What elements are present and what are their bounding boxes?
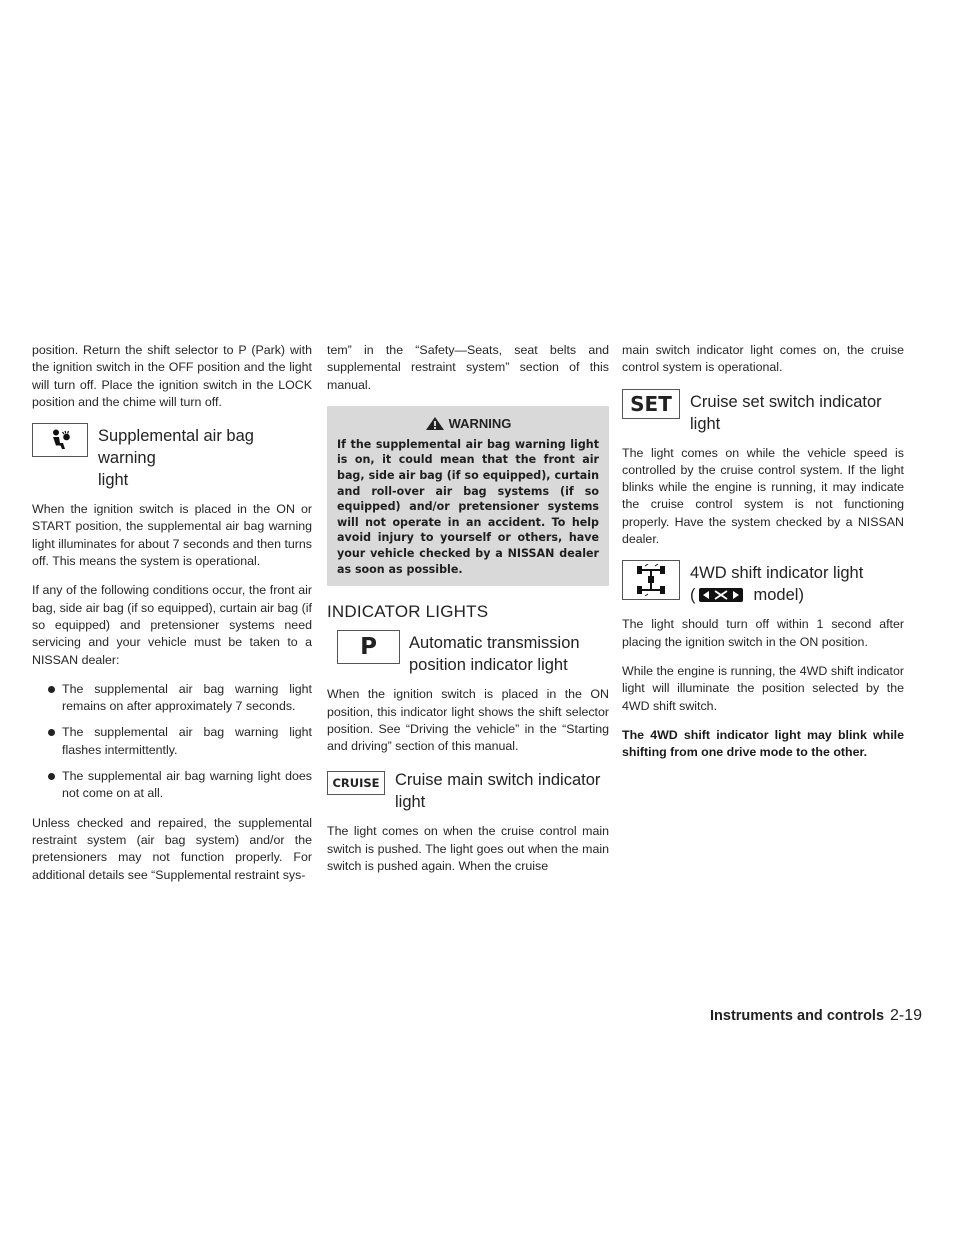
at-indicator-title: Automatic transmission position indicator light (409, 634, 580, 675)
list-item: The supplemental air bag warning light does not come on at all. (62, 768, 312, 803)
column-right (622, 342, 904, 773)
warning-heading (337, 416, 599, 431)
fourwd-paragraph-3: The 4WD shift indicator light may blink while shifting from one drive mode to the other. (622, 727, 904, 760)
warning-label: WARNING (448, 415, 512, 431)
page-footer (710, 1007, 922, 1025)
intro-paragraph: position. Return the shift selector to P (Park) with the ignition switch in the OFF position and the light will turn off. Place the ignition switch in the LOCK position and the chime will turn off. (32, 343, 312, 409)
list-item: The supplemental air bag warning light flashes intermittently. (62, 724, 312, 759)
at-paragraph: When the ignition switch is placed in the ON position, this indicator light shows the shift selector position. See “Driving the vehicle” in the “Starting and driving” section of this manual. (327, 687, 609, 754)
page-number: 2-19 (890, 1007, 923, 1024)
list-item: The supplemental air bag warning light remains on after approximately 7 seconds. (62, 681, 312, 716)
set-paragraph: The light comes on while the vehicle speed is controlled by the cruise control system. If the light blinks while the engine is running, it may indicate the cruise control system is not functioning properly. Have the system checked by a NISSAN dealer. (622, 445, 904, 547)
warning-triangle-icon (425, 416, 445, 431)
bullet-icon (48, 729, 55, 736)
airbag-paragraph-2: If any of the following conditions occur, the front air bag, side air bag (if so equipped), curtain air bag (if so equipped) and pretensioner systems need servicing and your vehicle must be taken to a NISSAN dealer: (32, 583, 312, 667)
cruise-indicator-heading (327, 767, 609, 813)
warning-box (327, 406, 609, 586)
set-indicator-heading (622, 389, 904, 435)
section-title-indicator-lights: INDICATOR LIGHTS (327, 602, 489, 622)
airbag-paragraph-3: Unless checked and repaired, the supplemental restraint system (air bag system) and/or the pretensioners may not function properly. For additional details see “Supplemental restraint sys- (32, 815, 312, 882)
bullet-icon (48, 773, 55, 780)
airbag-indicator-heading (32, 423, 312, 491)
cruise-indicator-title: Cruise main switch indicator light (395, 771, 601, 812)
set-indicator-title: Cruise set switch indicator light (690, 392, 882, 433)
fourwd-indicator-title: 4WD shift indicator light ( model) (690, 564, 864, 605)
continued-paragraph: tem” in the “Safety—Seats, seat belts and supplemental restraint system” section of this manual. (327, 343, 609, 392)
cruise-icon: CRUISE (327, 771, 385, 795)
at-indicator-heading (327, 630, 609, 676)
chapter-title: Instruments and controls (710, 1008, 885, 1024)
fourwd-paragraph-2: While the engine is running, the 4WD shift indicator light will illuminate the position selected by the 4WD shift switch. (622, 663, 904, 713)
cruise-set-icon: SET (622, 389, 680, 419)
warning-text: If the supplemental air bag warning light is on, it could mean that the front air bag, side air bag (if so equipped), curtain and roll-over air bag systems (if so equipped) and/or pretensioner systems will not operate in an accident. To help avoid injury to yourself or others, have your vehicle checked by a NISSAN dealer as soon as possible. (337, 437, 599, 576)
airbag-indicator-title: Supplemental air bag warning light (98, 427, 254, 490)
fourwd-paragraph-1: The light should turn off within 1 second after placing the ignition switch in the ON position. (622, 617, 904, 649)
column-left (32, 342, 312, 896)
bullet-icon (48, 686, 55, 693)
4wd-drivetrain-icon (622, 560, 680, 600)
shift-position-p-icon: P (337, 630, 400, 664)
4x4-badge-icon (699, 588, 743, 602)
cruise-paragraph: The light comes on when the cruise control main switch is pushed. The light goes out when the main switch is pushed again. When the cruise (327, 824, 609, 874)
airbag-person-icon (32, 423, 88, 457)
fourwd-indicator-heading (622, 560, 904, 606)
airbag-condition-list (32, 681, 312, 803)
continued-paragraph: main switch indicator light comes on, the cruise control system is operational. (622, 343, 904, 375)
column-middle (327, 342, 609, 887)
airbag-paragraph-1: When the ignition switch is placed in the ON or START position, the supplemental air bag warning light illuminates for about 7 seconds and then turns off. This means the system is operational. (32, 502, 312, 569)
